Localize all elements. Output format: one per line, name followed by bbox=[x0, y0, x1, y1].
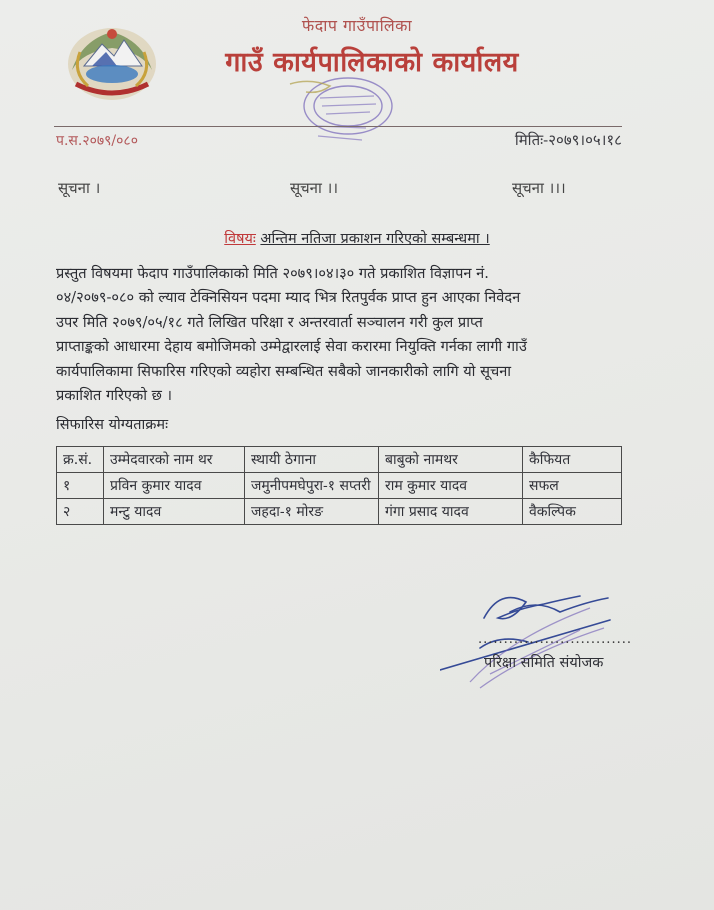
body-line: प्रकाशित गरिएको छ । bbox=[56, 387, 173, 405]
signatory-title: परिक्षा समिति संयोजक bbox=[484, 655, 604, 671]
notice-label-1: सूचना । bbox=[58, 179, 101, 197]
notice-body bbox=[56, 262, 624, 408]
notice-label-2: सूचना ।। bbox=[290, 179, 339, 197]
reference-number: प.स.२०७९/०८० bbox=[56, 133, 138, 149]
cell-sn: १ bbox=[57, 473, 104, 499]
recommendation-title: सिफारिस योग्यताक्रमः bbox=[56, 417, 168, 433]
subject-label: विषयः bbox=[224, 231, 256, 247]
cell-remarks: सफल bbox=[523, 473, 622, 499]
cell-address: जहदा-१ मोरङ bbox=[245, 499, 379, 525]
column-header-sn: क्र.सं. bbox=[57, 447, 104, 473]
body-line: प्रस्तुत विषयमा फेदाप गाउँपालिकाको मिति २०७९।०४।३० गते प्रकाशित विज्ञापन नं. bbox=[56, 265, 489, 282]
office-title: गाउँ कार्यपालिकाको कार्यालय bbox=[225, 47, 519, 78]
cell-remarks: वैकल्पिक bbox=[523, 499, 622, 525]
cell-candidate-name: प्रविन कुमार यादव bbox=[104, 473, 245, 499]
table-header-row bbox=[57, 447, 622, 473]
column-header-remarks: कैफियत bbox=[523, 447, 622, 473]
office-stamp-icon bbox=[270, 76, 420, 154]
header-divider bbox=[54, 126, 622, 127]
body-line: ०४/२०७९-०८० को ल्याव टेक्निसियन पदमा म्याद भित्र रितपुर्वक प्राप्त हुन आएका निवेदन bbox=[56, 289, 521, 307]
cell-candidate-name: मन्टु यादव bbox=[104, 499, 245, 525]
cell-sn: २ bbox=[57, 499, 104, 525]
signature-dots: .............................. bbox=[478, 632, 632, 647]
body-line: उपर मिति २०७९/०५/१८ गते लिखित परिक्षा र अन्तरवार्ता सञ्चालन गरी कुल प्राप्त bbox=[56, 313, 483, 331]
document-date: मितिः-२०७९।०५।१८ bbox=[514, 131, 622, 149]
cell-father-name: राम कुमार यादव bbox=[379, 473, 523, 499]
body-line: कार्यपालिकामा सिफारिस गरिएको व्यहोरा सम्बन्धित सबैको जानकारीको लागि यो सूचना bbox=[56, 362, 512, 380]
subject-line bbox=[0, 228, 714, 248]
column-header-candidate-name: उम्मेदवारको नाम थर bbox=[104, 447, 245, 473]
table-row bbox=[57, 473, 622, 499]
column-header-address: स्थायी ठेगाना bbox=[245, 447, 379, 473]
notice-label-3: सूचना ।।। bbox=[512, 179, 566, 197]
subject-text: अन्तिम नतिजा प्रकाशन गरिएको सम्बन्धमा । bbox=[260, 231, 490, 247]
cell-address: जमुनीपमघेपुरा-१ सप्तरी bbox=[245, 473, 379, 499]
organization-name: फेदाप गाउँपालिका bbox=[301, 16, 413, 35]
body-line: प्राप्ताङ्कको आधारमा देहाय बमोजिमको उम्मेद्वारलाई सेवा करारमा नियुक्ति गर्नका लागी गाउँ bbox=[56, 338, 527, 356]
table-row bbox=[57, 499, 622, 525]
column-header-father-name: बाबुको नामथर bbox=[379, 447, 523, 473]
cell-father-name: गंगा प्रसाद यादव bbox=[379, 499, 523, 525]
recommendation-table bbox=[56, 446, 622, 525]
